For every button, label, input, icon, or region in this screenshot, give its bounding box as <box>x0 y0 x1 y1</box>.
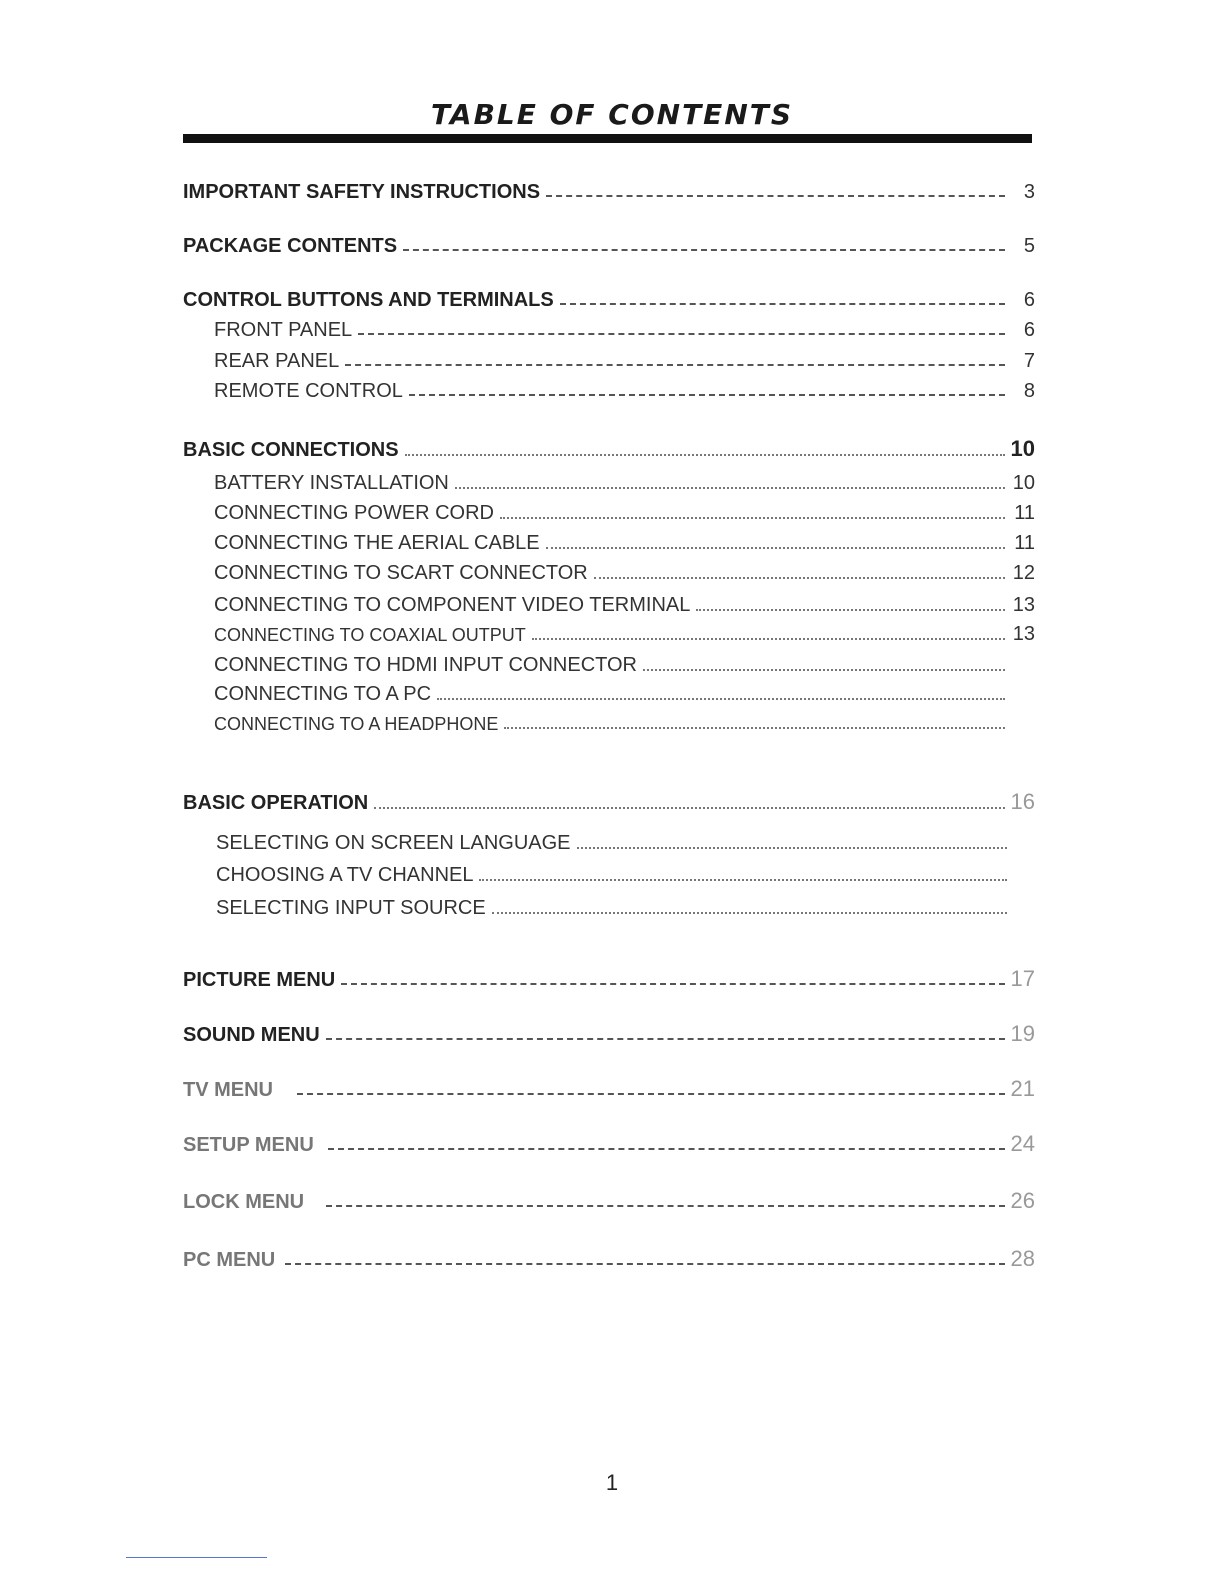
leader-line <box>374 806 1005 809</box>
toc-entry-label: REAR PANEL <box>214 350 340 372</box>
toc-entry[interactable] <box>183 1186 1035 1212</box>
toc-entry-label: CONNECTING TO SCART CONNECTOR <box>214 562 588 584</box>
toc-entry-label: SELECTING ON SCREEN LANGUAGE <box>216 832 571 854</box>
toc-entry-page: 28 <box>1010 1246 1035 1271</box>
leader-line <box>285 1261 1005 1265</box>
toc-entry-label: REMOTE CONTROL <box>214 380 403 402</box>
toc-entry-page: 17 <box>1010 966 1035 991</box>
leader-line <box>326 1036 1005 1040</box>
leader-line <box>546 546 1005 549</box>
toc-subentry[interactable] <box>216 859 1037 885</box>
toc-entry[interactable] <box>183 176 1035 202</box>
toc-entry[interactable] <box>183 1019 1035 1045</box>
toc-entry-label: CONNECTING TO COAXIAL OUTPUT <box>214 625 526 645</box>
leader-line <box>594 576 1005 579</box>
leader-line <box>504 726 1005 729</box>
toc-entry-page: 10 <box>1010 436 1035 461</box>
toc-entry-page: 11 <box>1014 532 1035 554</box>
leader-line <box>326 1203 1005 1207</box>
toc-entry-page: 3 <box>1023 181 1035 203</box>
toc-entry[interactable] <box>183 1129 1035 1155</box>
leader-line <box>341 981 1005 985</box>
toc-subentry[interactable] <box>214 707 1035 733</box>
toc-entry-page: 6 <box>1023 319 1035 341</box>
toc-entry-label: CONTROL BUTTONS AND TERMINALS <box>183 289 554 311</box>
leader-line <box>409 392 1005 396</box>
toc-subentry[interactable] <box>214 678 1035 704</box>
toc-subentry[interactable] <box>214 557 1035 583</box>
toc-entry-label: SELECTING INPUT SOURCE <box>216 897 486 919</box>
toc-entry-label: FRONT PANEL <box>214 319 353 341</box>
toc-entry-label: LOCK MENU <box>183 1191 305 1213</box>
toc-entry-label: BASIC CONNECTIONS <box>183 439 399 461</box>
toc-subentry[interactable] <box>214 527 1035 553</box>
toc-entry-page: 10 <box>1012 472 1035 494</box>
toc-entry-page: 13 <box>1012 623 1035 645</box>
toc-entry-label: SOUND MENU <box>183 1024 320 1046</box>
toc-entry-page: 5 <box>1023 235 1035 257</box>
toc-entry-label: PACKAGE CONTENTS <box>183 235 398 257</box>
toc-entry[interactable] <box>183 1074 1035 1100</box>
toc-entry-label: BASIC OPERATION <box>183 792 369 814</box>
leader-line <box>455 486 1005 489</box>
title-rule <box>183 134 1032 143</box>
leader-line <box>328 1146 1005 1150</box>
toc-subentry[interactable] <box>214 497 1035 523</box>
toc-entry-label: SETUP MENU <box>183 1134 314 1156</box>
toc-entry-page: 12 <box>1012 562 1035 584</box>
leader-line <box>492 911 1007 914</box>
toc-entry-page: 6 <box>1023 289 1035 311</box>
toc-entry-label: CONNECTING THE AERIAL CABLE <box>214 532 540 554</box>
toc-entry-page: 16 <box>1010 789 1035 814</box>
leader-line <box>437 697 1005 700</box>
toc-entry-page: 7 <box>1023 350 1035 372</box>
toc-subentry[interactable] <box>214 589 1035 615</box>
toc-subentry[interactable] <box>216 827 1037 853</box>
toc-entry-page: 8 <box>1023 380 1035 402</box>
toc-entry-label: CONNECTING TO A PC <box>214 683 432 705</box>
toc-entry-label: IMPORTANT SAFETY INSTRUCTIONS <box>183 181 541 203</box>
toc-entry-page: 24 <box>1010 1131 1035 1156</box>
toc-entry-label: TV MENU <box>183 1079 273 1101</box>
toc-entry-label: CONNECTING TO COMPONENT VIDEO TERMINAL <box>214 594 691 616</box>
leader-line <box>405 453 1005 456</box>
toc-entry-page: 13 <box>1012 594 1035 616</box>
leader-line <box>403 247 1005 251</box>
toc-entry[interactable] <box>183 434 1035 460</box>
toc-entry[interactable] <box>183 964 1035 990</box>
toc-entry-page: 19 <box>1010 1021 1035 1046</box>
toc-entry-label: CONNECTING POWER CORD <box>214 502 494 524</box>
toc-subentry[interactable] <box>214 649 1035 675</box>
toc-entry-page: 26 <box>1010 1188 1035 1213</box>
toc-subentry[interactable] <box>214 467 1035 493</box>
leader-line <box>500 516 1005 519</box>
page-number: 1 <box>605 1470 619 1495</box>
leader-line <box>297 1091 1005 1095</box>
toc-entry-label: PC MENU <box>183 1249 276 1271</box>
toc-entry-label: CHOOSING A TV CHANNEL <box>216 864 474 886</box>
leader-line <box>643 668 1005 671</box>
toc-entry[interactable] <box>183 230 1035 256</box>
leader-line <box>532 637 1005 640</box>
leader-line <box>358 331 1005 335</box>
leader-line <box>479 878 1007 881</box>
toc-subentry[interactable] <box>214 345 1035 371</box>
toc-entry-page: 11 <box>1014 502 1035 524</box>
toc-entry-label: CONNECTING TO HDMI INPUT CONNECTOR <box>214 654 637 676</box>
toc-entry[interactable] <box>183 1244 1035 1270</box>
toc-entry[interactable] <box>183 284 1035 310</box>
toc-entry-page: 21 <box>1010 1076 1035 1101</box>
toc-entry-label: CONNECTING TO A HEADPHONE <box>214 714 499 734</box>
page-title: TABLE OF CONTENTS <box>430 98 794 131</box>
leader-line <box>345 362 1005 366</box>
toc-entry-label: BATTERY INSTALLATION <box>214 472 449 494</box>
leader-line <box>546 193 1005 197</box>
toc-entry[interactable] <box>183 787 1035 813</box>
toc-subentry[interactable] <box>216 892 1037 918</box>
footer-rule <box>126 1557 267 1558</box>
leader-line <box>696 608 1005 611</box>
leader-line <box>560 301 1005 305</box>
leader-line <box>577 846 1007 849</box>
toc-subentry[interactable] <box>214 618 1035 644</box>
toc-subentry[interactable] <box>214 375 1035 401</box>
toc-entry-label: PICTURE MENU <box>183 969 336 991</box>
toc-subentry[interactable] <box>214 314 1035 340</box>
